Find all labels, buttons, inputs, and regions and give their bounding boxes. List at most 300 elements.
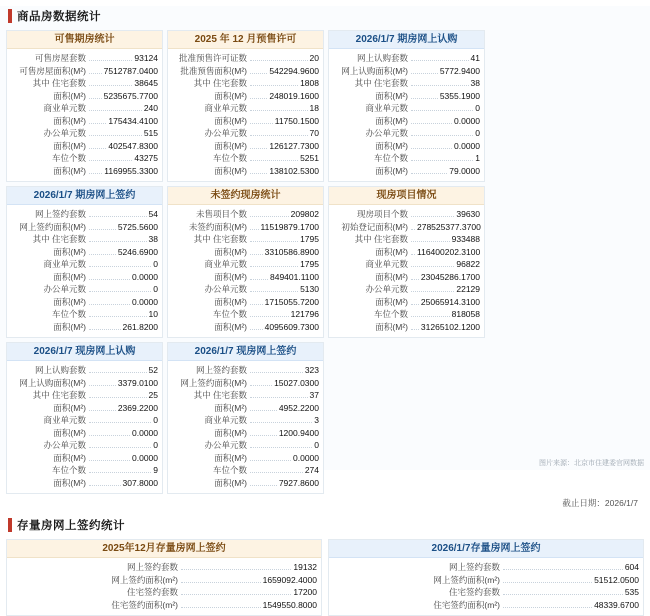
section-title-stock-housing xyxy=(8,515,642,535)
stat-row xyxy=(333,152,480,165)
stat-row-value: 37 xyxy=(309,390,319,400)
stat-row-value: 48339.6700 xyxy=(594,599,639,610)
stat-row-label: 网上签约面积(m²) xyxy=(111,574,178,585)
stat-row xyxy=(333,90,480,103)
stat-row-label: 办公单元数 xyxy=(204,440,247,450)
stat-row-leader xyxy=(250,110,308,111)
stat-row-leader xyxy=(250,254,263,255)
stat-row-value: 17200 xyxy=(293,587,317,597)
stat-row xyxy=(172,271,319,284)
stat-row-label: 面积(M²) xyxy=(214,321,247,332)
stat-row-leader xyxy=(250,329,263,330)
stat-row xyxy=(172,165,319,178)
stat-row xyxy=(172,152,319,165)
stat-row-value: 3379.0100 xyxy=(117,377,158,388)
stat-row-leader xyxy=(181,582,261,583)
stat-row-label: 商业单元数 xyxy=(204,103,247,113)
stat-row-leader xyxy=(89,372,147,373)
stat-row xyxy=(172,90,319,103)
stat-row xyxy=(333,165,480,178)
section-title-label: 存量房网上签约统计 xyxy=(17,520,125,532)
stat-row-value: 96822 xyxy=(456,259,480,269)
stat-row-label: 未签约面积(M²) xyxy=(188,221,247,232)
stat-row-label: 面积(M²) xyxy=(214,246,247,257)
stat-row-leader xyxy=(411,266,454,267)
stat-row-label: 批准预售许可证数 xyxy=(178,53,247,63)
stat-row xyxy=(172,439,319,452)
stat-row-leader xyxy=(411,173,447,174)
stat-row-leader xyxy=(250,410,277,411)
stat-row-label: 面积(M²) xyxy=(214,115,247,126)
stat-row-leader xyxy=(411,216,454,217)
stat-row xyxy=(333,321,480,334)
stat-row-value: 0 xyxy=(475,103,480,113)
stat-row-leader xyxy=(89,447,151,448)
stat-row xyxy=(11,102,158,115)
stat-card-body xyxy=(329,205,484,337)
stat-row-value: 39630 xyxy=(456,209,480,219)
stat-card-title: 2026/1/7存量房网上签约 xyxy=(329,540,643,558)
stat-row-label: 面积(M²) xyxy=(53,115,86,126)
stat-row-value: 515 xyxy=(143,128,158,138)
stat-row-value: 126127.7300 xyxy=(269,140,319,151)
stat-row-leader xyxy=(250,241,298,242)
stat-row-leader xyxy=(89,304,130,305)
stat-row xyxy=(172,402,319,415)
stat-row-label: 可售房屋面积(M²) xyxy=(19,65,86,76)
stat-row-value: 261.8200 xyxy=(122,321,158,332)
stat-row-value: 38 xyxy=(148,234,158,244)
stat-row-leader xyxy=(503,607,592,608)
stat-card-body xyxy=(7,558,321,615)
commodity-housing-card-grid xyxy=(0,30,650,494)
stat-row xyxy=(333,271,480,284)
stat-row-leader xyxy=(250,73,267,74)
stat-row xyxy=(333,246,480,259)
cutoff-date: 截止日期：2026/1/7 xyxy=(562,498,638,508)
stat-row-value: 278525377.3700 xyxy=(417,221,481,232)
stat-row-leader xyxy=(411,123,452,124)
stat-row xyxy=(172,115,319,128)
stat-row-value: 402547.8300 xyxy=(108,140,158,151)
stock-housing-card-grid xyxy=(0,539,650,616)
stat-row-value: 11750.1500 xyxy=(274,115,319,126)
stat-row xyxy=(333,258,480,271)
stat-row-value: 121796 xyxy=(290,309,319,319)
stat-row-value: 25065914.3100 xyxy=(420,296,480,307)
stat-row-value: 3310586.8900 xyxy=(264,246,319,257)
stat-row xyxy=(11,258,158,271)
stat-row xyxy=(333,599,639,612)
stat-row-leader xyxy=(89,329,121,330)
stat-row-leader xyxy=(89,73,102,74)
stat-row-leader xyxy=(250,173,267,174)
stat-row xyxy=(11,296,158,309)
stat-row-leader xyxy=(89,135,142,136)
stat-row-label: 面积(M²) xyxy=(214,427,247,438)
stat-row-value: 5772.9400 xyxy=(439,65,480,76)
stat-row-label: 面积(M²) xyxy=(53,477,86,488)
stat-row-label: 商业单元数 xyxy=(43,415,86,425)
stat-row-value: 1169955.3300 xyxy=(104,165,158,176)
stat-card-title: 2026/1/7 期房网上认购 xyxy=(329,31,484,49)
stat-row-leader xyxy=(250,123,273,124)
stat-row-value: 7512787.0400 xyxy=(103,65,158,76)
stat-row-leader xyxy=(503,582,592,583)
stat-row-leader xyxy=(411,135,473,136)
stat-row xyxy=(172,77,319,90)
stat-row-value: 5725.5600 xyxy=(117,221,158,232)
stat-row-value: 849401.1100 xyxy=(269,271,319,282)
stat-row-label: 面积(M²) xyxy=(214,452,247,463)
stat-row-value: 25 xyxy=(148,390,158,400)
stat-row-leader xyxy=(411,279,419,280)
stat-row-value: 38645 xyxy=(134,78,158,88)
stat-card-body xyxy=(7,205,162,337)
title-accent-bar xyxy=(8,518,12,532)
stat-row-value: 535 xyxy=(624,587,639,597)
stat-row-label: 面积(M²) xyxy=(214,165,247,176)
stat-row-leader xyxy=(250,385,272,386)
stat-row-leader xyxy=(411,329,419,330)
stat-row xyxy=(333,52,480,65)
stat-row-leader xyxy=(250,372,303,373)
stat-row-leader xyxy=(89,460,130,461)
stat-card xyxy=(167,30,324,182)
stat-row-label: 其中 住宅套数 xyxy=(193,390,247,400)
stat-row xyxy=(333,308,480,321)
stat-row-label: 其中 住宅套数 xyxy=(193,234,247,244)
stat-row-label: 面积(M²) xyxy=(214,402,247,413)
stat-row-value: 0.0000 xyxy=(454,115,480,126)
stat-row-leader xyxy=(89,397,147,398)
stat-row-leader xyxy=(250,98,267,99)
stat-row-leader xyxy=(89,435,130,436)
stat-row xyxy=(172,102,319,115)
stat-row-leader xyxy=(250,304,263,305)
stat-row-leader xyxy=(181,569,291,570)
stat-row xyxy=(11,77,158,90)
stat-row-value: 1659092.4000 xyxy=(262,574,317,585)
stat-row xyxy=(11,140,158,153)
stat-row-value: 1808 xyxy=(300,78,319,88)
stat-row-label: 其中 住宅套数 xyxy=(32,390,86,400)
stat-row-leader xyxy=(411,291,454,292)
stat-row-label: 网上认购套数 xyxy=(356,53,408,63)
stat-row-value: 323 xyxy=(304,365,319,375)
stat-row-leader xyxy=(503,594,623,595)
stat-row-value: 0.0000 xyxy=(132,452,158,463)
stat-row-label: 住宅签约面积(m²) xyxy=(433,599,500,610)
stat-row xyxy=(11,599,317,612)
stat-row-label: 面积(M²) xyxy=(375,296,408,307)
stat-row xyxy=(172,283,319,296)
stat-row-leader xyxy=(411,304,419,305)
stat-row xyxy=(172,364,319,377)
stat-row xyxy=(172,296,319,309)
stat-row-label: 网上签约套数 xyxy=(34,209,86,219)
stat-row-label: 面积(M²) xyxy=(214,140,247,151)
stat-row-label: 面积(M²) xyxy=(53,321,86,332)
stat-card xyxy=(6,30,163,182)
stat-card-title: 可售期房统计 xyxy=(7,31,162,49)
stat-row xyxy=(172,221,319,234)
stat-card-title: 2026/1/7 期房网上签约 xyxy=(7,187,162,205)
source-footer: 图片来源：北京市住建委官网数据 xyxy=(539,460,644,467)
stat-row-label: 可售房屋套数 xyxy=(34,53,86,63)
stat-row xyxy=(11,389,158,402)
stat-row xyxy=(172,233,319,246)
stat-row-label: 网上认购面积(M²) xyxy=(341,65,408,76)
stat-row-leader xyxy=(89,291,151,292)
stat-row xyxy=(11,52,158,65)
stat-row-label: 初始登记面积(M²) xyxy=(341,221,408,232)
stat-row-leader xyxy=(411,316,450,317)
stat-row xyxy=(11,65,158,78)
stat-row-value: 19132 xyxy=(293,562,317,572)
stat-row xyxy=(172,377,319,390)
stat-row-leader xyxy=(411,254,415,255)
stat-row-value: 18 xyxy=(309,103,319,113)
stat-card-body xyxy=(329,49,484,181)
stat-row xyxy=(172,464,319,477)
stat-row xyxy=(11,90,158,103)
stat-row-value: 138102.5300 xyxy=(269,165,319,176)
stat-row-value: 52 xyxy=(148,365,158,375)
stat-row-leader xyxy=(250,85,298,86)
stat-row xyxy=(172,427,319,440)
stat-row-value: 1795 xyxy=(300,234,319,244)
stat-row-leader xyxy=(89,279,130,280)
stat-row-label: 面积(M²) xyxy=(53,140,86,151)
stat-row-value: 307.8000 xyxy=(122,477,158,488)
stat-row-leader xyxy=(89,472,151,473)
stat-row xyxy=(333,586,639,599)
stat-row-leader xyxy=(89,110,142,111)
stat-row-value: 70 xyxy=(309,128,319,138)
stat-card-body xyxy=(168,205,323,337)
stat-row-label: 面积(M²) xyxy=(214,90,247,101)
stat-row-label: 面积(M²) xyxy=(375,246,408,257)
stat-row-leader xyxy=(411,148,452,149)
stat-row-label: 网上签约面积(m²) xyxy=(433,574,500,585)
stat-row-value: 54 xyxy=(148,209,158,219)
stat-row xyxy=(172,389,319,402)
stat-row-leader xyxy=(411,229,415,230)
stat-row-value: 5355.1900 xyxy=(439,90,480,101)
stat-row-value: 240 xyxy=(143,103,158,113)
stat-row-value: 31265102.1200 xyxy=(420,321,480,332)
stat-row-leader xyxy=(89,160,132,161)
stat-row-leader xyxy=(89,148,106,149)
stat-row xyxy=(333,115,480,128)
stat-row xyxy=(11,308,158,321)
stat-row-label: 商业单元数 xyxy=(43,259,86,269)
stat-card xyxy=(6,539,322,616)
stat-row-label: 办公单元数 xyxy=(365,284,408,294)
stat-row xyxy=(172,208,319,221)
stat-row xyxy=(11,115,158,128)
stat-row-value: 0.0000 xyxy=(293,452,319,463)
stat-row-leader xyxy=(411,60,469,61)
stat-row-leader xyxy=(181,594,291,595)
stat-row xyxy=(333,561,639,574)
stat-row-value: 5251 xyxy=(300,153,319,163)
stat-card-title: 现房项目情况 xyxy=(329,187,484,205)
stat-row-label: 其中 住宅套数 xyxy=(32,78,86,88)
stat-row xyxy=(172,140,319,153)
stat-row-label: 其中 住宅套数 xyxy=(354,78,408,88)
stat-row xyxy=(172,477,319,490)
stat-row-label: 车位个数 xyxy=(51,465,86,475)
stat-row-label: 其中 住宅套数 xyxy=(32,234,86,244)
stat-card xyxy=(6,342,163,494)
stat-row-value: 5235675.7700 xyxy=(103,90,158,101)
stat-row-value: 23045286.1700 xyxy=(420,271,480,282)
stat-row-value: 0.0000 xyxy=(454,140,480,151)
stat-row-value: 175434.4100 xyxy=(108,115,158,126)
stat-row-value: 4952.2200 xyxy=(278,402,319,413)
stat-row-label: 网上签约面积(M²) xyxy=(19,221,86,232)
stat-row-leader xyxy=(250,472,303,473)
stat-row-value: 0 xyxy=(153,284,158,294)
stat-row xyxy=(11,402,158,415)
stat-row-leader xyxy=(250,60,308,61)
stat-row xyxy=(172,246,319,259)
stat-row-value: 22129 xyxy=(456,284,480,294)
stat-row-label: 商业单元数 xyxy=(204,259,247,269)
stat-row-value: 1 xyxy=(475,153,480,163)
stat-row-value: 2369.2200 xyxy=(117,402,158,413)
stat-row-label: 住宅签约套数 xyxy=(448,587,500,597)
stat-row-value: 1549550.8000 xyxy=(262,599,317,610)
stat-row-value: 0.0000 xyxy=(132,296,158,307)
stat-card xyxy=(328,539,644,616)
stat-row-label: 车位个数 xyxy=(212,309,247,319)
stat-card xyxy=(6,186,163,338)
stat-row xyxy=(11,427,158,440)
stat-row-leader xyxy=(89,385,116,386)
stat-row-value: 209802 xyxy=(290,209,319,219)
stat-row-label: 其中 住宅套数 xyxy=(354,234,408,244)
stat-row xyxy=(11,221,158,234)
stat-row-value: 116400202.3100 xyxy=(417,246,481,257)
stat-row xyxy=(11,364,158,377)
stat-row-label: 面积(M²) xyxy=(214,477,247,488)
stat-row xyxy=(11,152,158,165)
stat-card xyxy=(167,186,324,338)
stat-row-leader xyxy=(250,435,277,436)
stat-row xyxy=(11,561,317,574)
stat-row-label: 面积(M²) xyxy=(375,321,408,332)
stat-row-label: 面积(M²) xyxy=(53,296,86,307)
stat-row xyxy=(172,452,319,465)
stat-row-label: 办公单元数 xyxy=(365,128,408,138)
stat-row xyxy=(172,414,319,427)
stat-row-label: 商业单元数 xyxy=(365,103,408,113)
stat-row-leader xyxy=(411,110,473,111)
stat-row-label: 车位个数 xyxy=(212,153,247,163)
stat-row xyxy=(172,321,319,334)
stat-row-leader xyxy=(250,460,291,461)
stat-row-label: 面积(M²) xyxy=(375,165,408,176)
stat-row-leader xyxy=(89,123,106,124)
stat-row-leader xyxy=(89,173,102,174)
stat-row-label: 商业单元数 xyxy=(365,259,408,269)
stat-row-label: 网上签约面积(M²) xyxy=(180,377,247,388)
stat-card-title: 未签约现房统计 xyxy=(168,187,323,205)
stat-row-leader xyxy=(89,216,147,217)
stat-row-value: 0 xyxy=(153,415,158,425)
stat-row-leader xyxy=(89,410,116,411)
stat-row-value: 4095609.7300 xyxy=(264,321,319,332)
stat-row-label: 办公单元数 xyxy=(43,440,86,450)
stat-row xyxy=(172,127,319,140)
stat-row-value: 0 xyxy=(153,440,158,450)
stat-row-label: 面积(M²) xyxy=(53,427,86,438)
stat-row-leader xyxy=(250,266,298,267)
stat-row-label: 车位个数 xyxy=(212,465,247,475)
stat-row xyxy=(172,65,319,78)
stat-row-value: 10 xyxy=(148,309,158,319)
stat-row xyxy=(172,308,319,321)
stat-row xyxy=(333,127,480,140)
stat-row-value: 1715055.7200 xyxy=(264,296,319,307)
stat-row xyxy=(333,221,480,234)
stat-row-label: 办公单元数 xyxy=(204,284,247,294)
stat-row-label: 商业单元数 xyxy=(43,103,86,113)
stat-row-leader xyxy=(250,397,308,398)
stat-row-leader xyxy=(181,607,261,608)
stat-row-value: 274 xyxy=(304,465,319,475)
stat-row-label: 面积(M²) xyxy=(53,402,86,413)
stat-row-value: 1200.9400 xyxy=(278,427,319,438)
stat-row xyxy=(333,574,639,587)
stat-row-label: 网上签约套数 xyxy=(448,562,500,572)
stat-row-label: 住宅签约套数 xyxy=(126,587,178,597)
stat-row-leader xyxy=(250,160,298,161)
stat-row-label: 网上认购套数 xyxy=(34,365,86,375)
stat-row-leader xyxy=(411,73,438,74)
stat-row xyxy=(333,208,480,221)
stat-row-value: 3 xyxy=(314,415,319,425)
title-accent-bar xyxy=(8,9,12,23)
stat-card-body xyxy=(168,361,323,493)
stat-row-value: 43275 xyxy=(134,153,158,163)
stat-row-label: 商业单元数 xyxy=(204,415,247,425)
stat-row xyxy=(11,246,158,259)
stat-row-label: 办公单元数 xyxy=(43,128,86,138)
stat-card xyxy=(328,30,485,182)
stat-row-leader xyxy=(250,447,312,448)
stat-row-label: 未售项目个数 xyxy=(195,209,247,219)
stat-row-label: 办公单元数 xyxy=(43,284,86,294)
stat-row xyxy=(11,586,317,599)
stat-row-value: 0 xyxy=(314,440,319,450)
stat-row-label: 住宅签约面积(m²) xyxy=(111,599,178,610)
stat-row xyxy=(11,233,158,246)
stat-row xyxy=(11,283,158,296)
stat-row-label: 面积(M²) xyxy=(53,246,86,257)
stat-row-value: 20 xyxy=(309,53,319,63)
stat-row xyxy=(333,77,480,90)
stat-row xyxy=(11,127,158,140)
stat-row xyxy=(333,140,480,153)
stat-row xyxy=(333,102,480,115)
stat-row-value: 0 xyxy=(153,259,158,269)
section-title-commodity-housing xyxy=(8,6,642,26)
stat-row xyxy=(333,296,480,309)
